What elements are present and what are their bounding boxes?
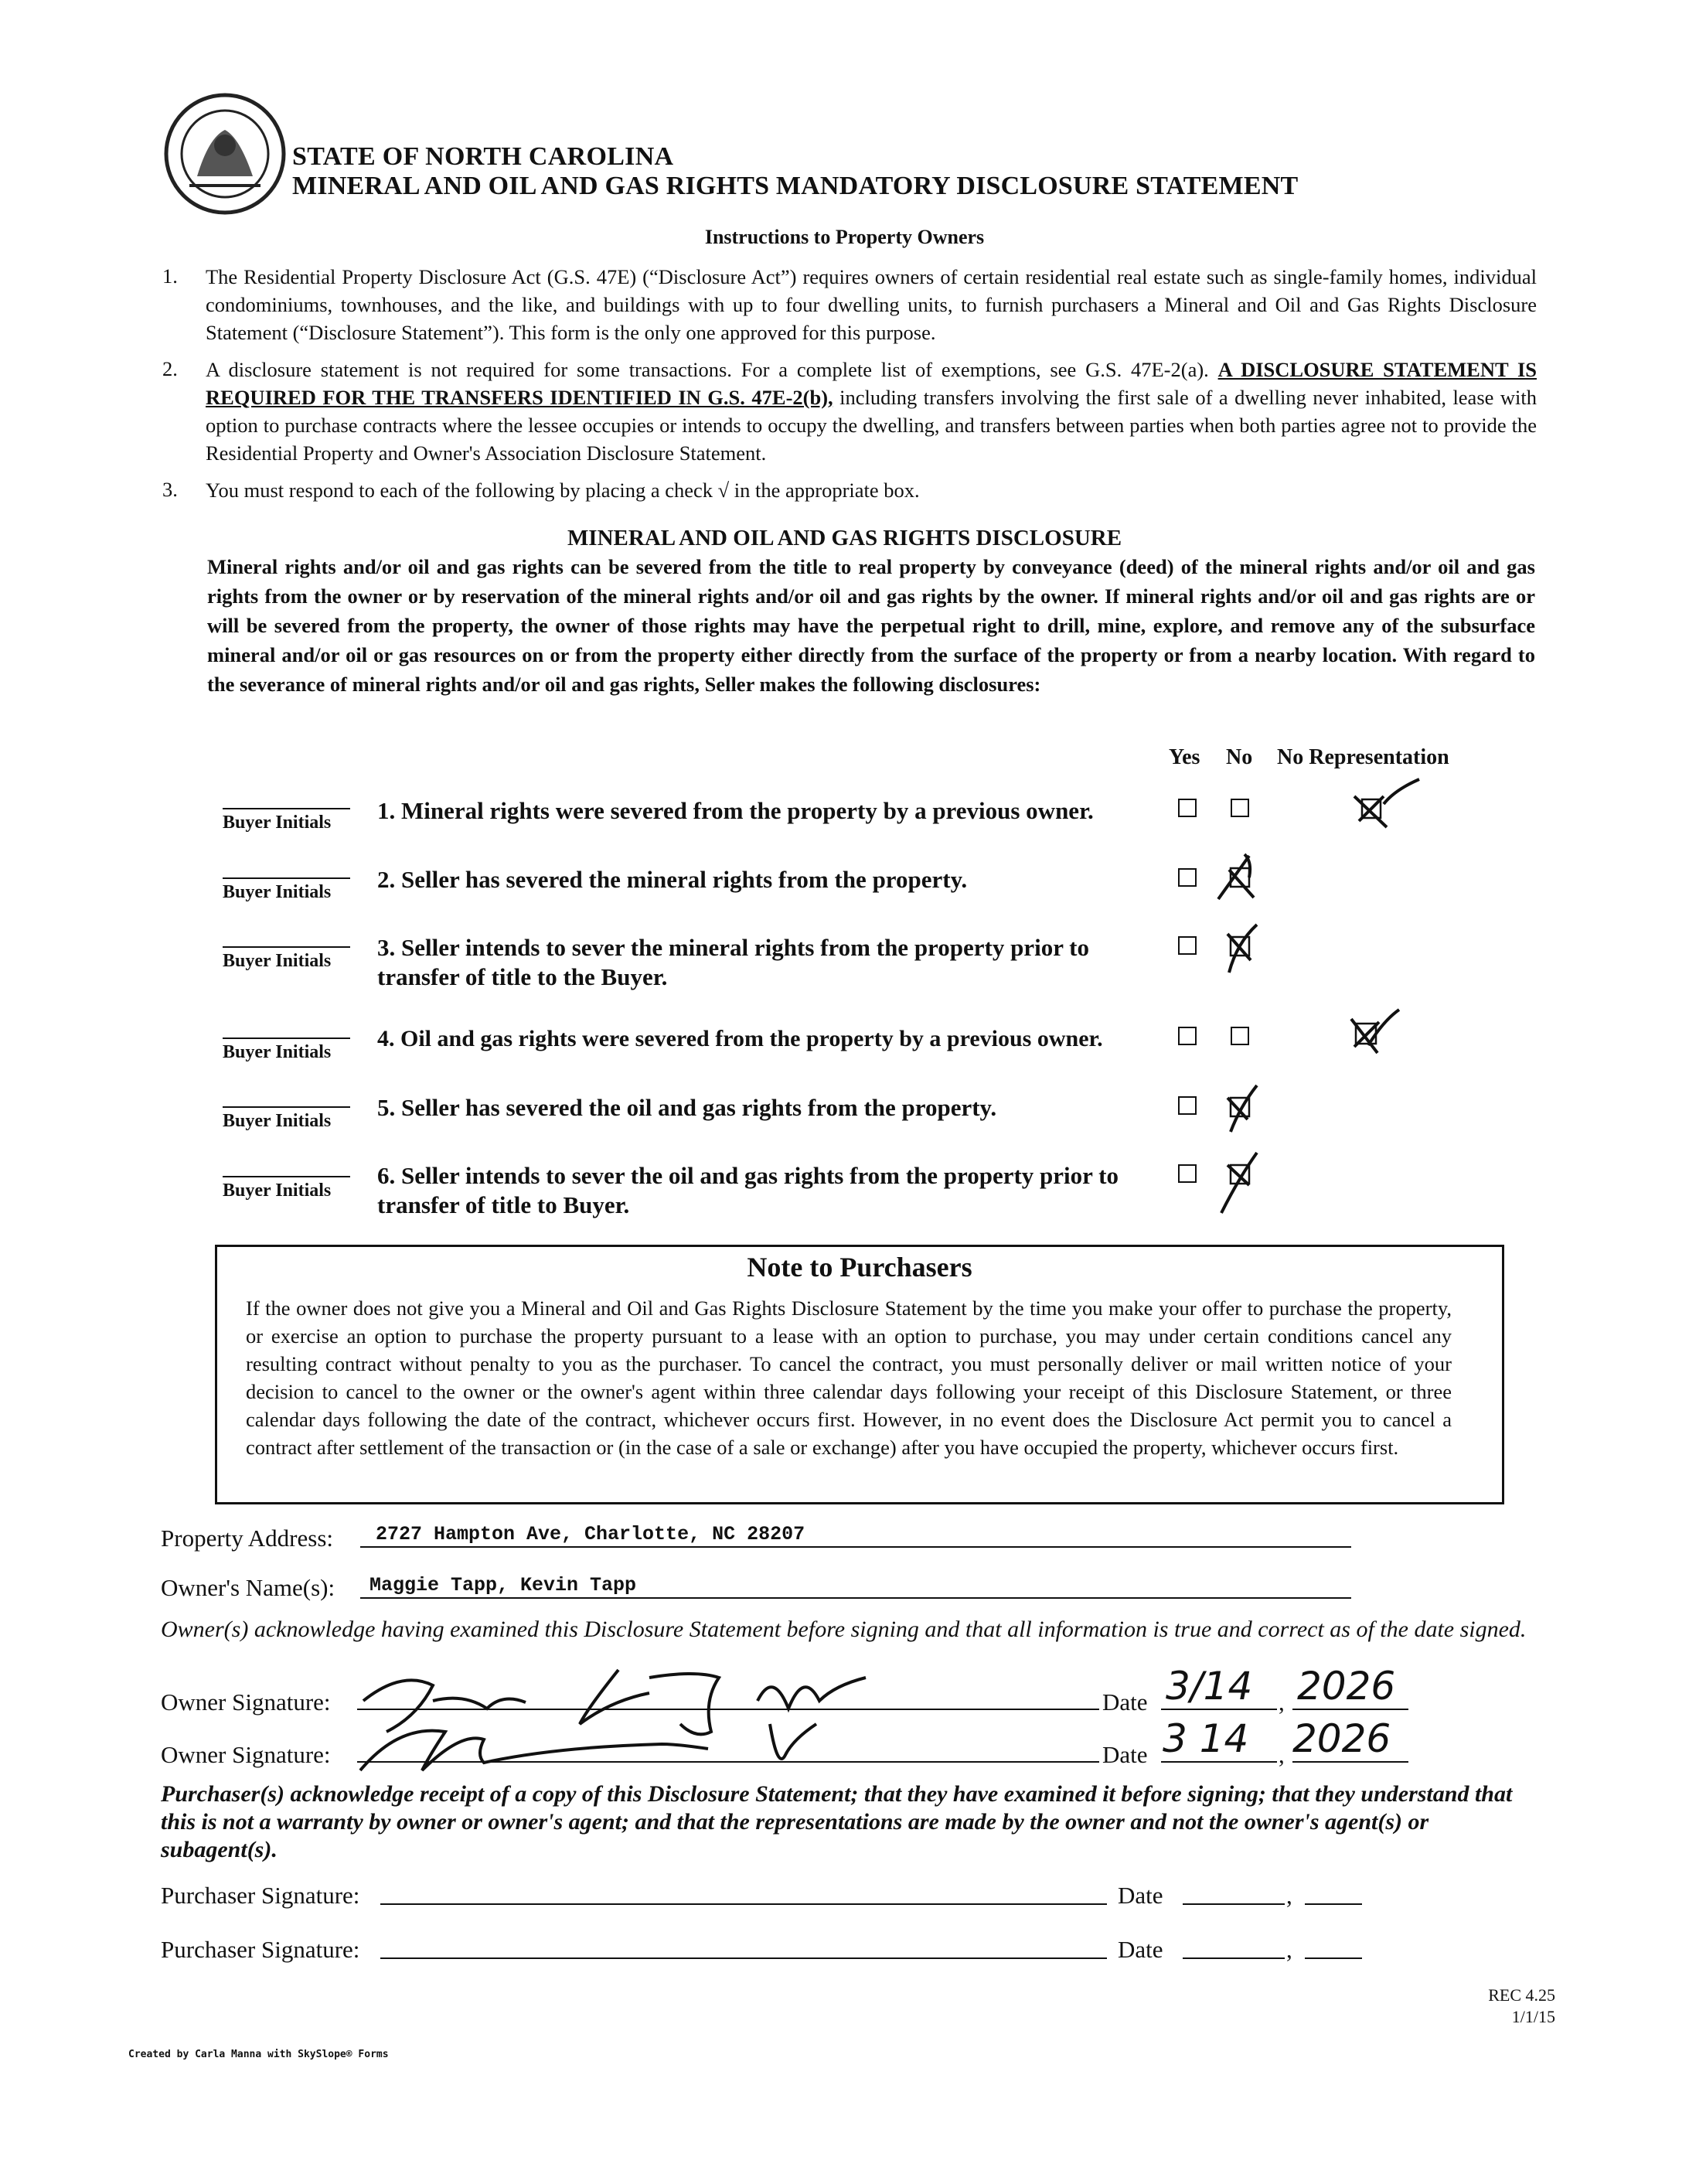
question-4: 4. Oil and gas rights were severed from the property by a previous owner. <box>377 1026 1103 1051</box>
purchaser-year-field-1[interactable] <box>1305 1879 1362 1905</box>
owner-year-value-1: 2026 <box>1297 1664 1396 1709</box>
property-address-field[interactable] <box>360 1523 1351 1548</box>
q3-no-checkbox[interactable] <box>1214 920 1268 978</box>
owner-year-field-1[interactable] <box>1292 1664 1408 1710</box>
q1-yes-checkbox[interactable] <box>1178 799 1197 817</box>
owner-date-field-2[interactable] <box>1161 1716 1277 1763</box>
purchaser-signature-field-2[interactable] <box>380 1933 1107 1959</box>
purchaser-signature-field-1[interactable] <box>380 1879 1107 1905</box>
q4-no-checkbox[interactable] <box>1231 1027 1249 1045</box>
owners-name-field[interactable] <box>360 1574 1351 1599</box>
question-6: 6. Seller intends to sever the oil and gas rights from the property prior to transfer of title to Buyer. <box>377 1162 1119 1218</box>
q4-yes-checkbox[interactable] <box>1178 1027 1197 1045</box>
question-2: 2. Seller has severed the mineral rights from the property. <box>377 866 968 893</box>
form-title: MINERAL AND OIL AND GAS RIGHTS MANDATORY DISCLOSURE STATEMENT <box>292 172 1299 200</box>
q2-no-checkbox[interactable] <box>1214 847 1268 905</box>
owners-name-value: Maggie Tapp, Kevin Tapp <box>369 1574 637 1596</box>
owner-date-comma-2: , <box>1279 1741 1285 1768</box>
purchaser-signature-label-2: Purchaser Signature: <box>161 1936 360 1963</box>
buyer-initials-2[interactable]: Buyer Initials <box>223 877 350 903</box>
disclosure-heading: MINERAL AND OIL AND GAS RIGHTS DISCLOSURE <box>567 526 1122 550</box>
owner-signature-2-handwriting <box>352 1709 894 1778</box>
instruction-number-2: 2. <box>162 357 178 380</box>
created-by-footer: Created by Carla Manna with SkySlope® Forms <box>128 2049 389 2060</box>
q1-no-representation-checkbox[interactable] <box>1348 773 1425 843</box>
property-address-value: 2727 Hampton Ave, Charlotte, NC 28207 <box>376 1523 805 1545</box>
q4-no-representation-checkbox[interactable] <box>1345 1005 1415 1067</box>
owner-date-value-1: 3/14 <box>1166 1664 1253 1709</box>
q3-yes-checkbox[interactable] <box>1178 936 1197 955</box>
owner-date-value-2: 3 14 <box>1163 1716 1249 1761</box>
owners-name-label: Owner's Name(s): <box>161 1574 335 1601</box>
buyer-initials-4[interactable]: Buyer Initials <box>223 1037 350 1063</box>
buyer-initials-1[interactable]: Buyer Initials <box>223 808 350 833</box>
owner-year-field-2[interactable] <box>1292 1716 1408 1763</box>
buyer-initials-6[interactable]: Buyer Initials <box>223 1176 350 1201</box>
question-5: 5. Seller has severed the oil and gas rights from the property. <box>377 1094 997 1121</box>
form-revision-date: 1/1/15 <box>1511 2007 1555 2026</box>
buyer-initials-5[interactable]: Buyer Initials <box>223 1106 350 1132</box>
purchaser-date-label-1: Date <box>1118 1882 1163 1909</box>
purchaser-signature-label-1: Purchaser Signature: <box>161 1882 360 1909</box>
nc-real-estate-commission-seal <box>162 91 288 216</box>
owner-date-label-1: Date <box>1102 1688 1148 1716</box>
question-1: 1. Mineral rights were severed from the property by a previous owner. <box>377 797 1094 824</box>
owner-signature-label-1: Owner Signature: <box>161 1688 331 1716</box>
owner-date-label-2: Date <box>1102 1741 1148 1768</box>
purchaser-date-label-2: Date <box>1118 1936 1163 1963</box>
purchaser-date-field-2[interactable] <box>1183 1933 1285 1959</box>
note-to-purchasers-text: If the owner does not give you a Mineral and Oil and Gas Rights Disclosure Statement by the time you make your offer to purchase the property, or exercise an option to purchase the property pursuant to a lease with an option to purchase, you may under certain conditions cancel any resulting contract without penalty to you as the purchaser. To cancel the contract, you must personally deliver or mail written notice of your decision to cancel to the owner or the owner's agent within three calendar days following your receipt of this Disclosure Statement, or three calendar days following the date of the contract, whichever occurs first. However, in no event does the Disclosure Act permit you to cancel a contract after settlement of the transaction or (in the case of a sale or exchange) after you have occupied the property, whichever occurs first. <box>246 1296 1452 1459</box>
q1-no-checkbox[interactable] <box>1231 799 1249 817</box>
purchaser-date-field-1[interactable] <box>1183 1879 1285 1905</box>
owner-year-value-2: 2026 <box>1292 1716 1391 1761</box>
purchaser-year-field-2[interactable] <box>1305 1933 1362 1959</box>
disclosure-paragraph: Mineral rights and/or oil and gas rights can be severed from the title to real property by conveyance (deed) of the mineral rights and/or oil and gas rights from the owner or by reservation of the mineral rights and/or oil and gas rights by the owner. If mineral rights and/or oil and gas rights are or will be severed from the property, the owner of those rights may have the perpetual right to drill, mine, explore, and remove any of the subsurface mineral and/or oil or gas resources on or from the property either directly from the surface of the property or from a nearby location. With regard to the severance of mineral rights and/or oil and gas rights, Seller makes the following disclosures: <box>207 555 1535 696</box>
owner-date-comma-1: , <box>1279 1688 1285 1716</box>
buyer-initials-3[interactable]: Buyer Initials <box>223 946 350 972</box>
question-3: 3. Seller intends to sever the mineral rights from the property prior to transfer of title to the Buyer. <box>377 934 1089 990</box>
column-yes: Yes <box>1169 745 1200 769</box>
note-to-purchasers-heading: Note to Purchasers <box>747 1252 972 1283</box>
q6-yes-checkbox[interactable] <box>1178 1164 1197 1183</box>
q6-no-checkbox[interactable] <box>1211 1148 1268 1218</box>
owner-date-field-1[interactable] <box>1161 1664 1277 1710</box>
q5-yes-checkbox[interactable] <box>1178 1096 1197 1115</box>
q2-yes-checkbox[interactable] <box>1178 868 1197 887</box>
column-no-representation: No Representation <box>1277 745 1449 769</box>
form-title-state: STATE OF NORTH CAROLINA <box>292 142 674 171</box>
instruction-number-1: 1. <box>162 264 178 288</box>
owner-signature-label-2: Owner Signature: <box>161 1741 331 1768</box>
purchaser-date-comma-1: , <box>1286 1882 1292 1909</box>
purchaser-acknowledgment: Purchaser(s) acknowledge receipt of a copy of this Disclosure Statement; that they have examined it before signing; that they understand that this is not a warranty by owner or owner's agent; and that the representations are made by the owner and not the owner's agent(s) or subagent(s). <box>161 1781 1513 1862</box>
instruction-2-required-notice: A DISCLOSURE STATEMENT IS REQUIRED FOR THE TRANSFERS IDENTIFIED IN G.S. 47E-2(b), <box>206 358 1537 409</box>
instruction-3-text: You must respond to each of the following by placing a check √ in the appropriate box. <box>206 479 920 502</box>
owner-acknowledgment: Owner(s) acknowledge having examined this Disclosure Statement before signing and that all information is true and correct as of the date signed. <box>161 1617 1527 1642</box>
instruction-1-text: The Residential Property Disclosure Act (G.S. 47E) (“Disclosure Act”) requires owners of certain residential real estate such as single-family homes, individual condominiums, townhouses, and the like, and buildings with up to four dwelling units, to furnish purchasers a Mineral and Oil and Gas Rights Disclosure Statement (“Disclosure Statement”). This form is the only one approved for this purpose. <box>206 265 1537 344</box>
property-address-label: Property Address: <box>161 1525 334 1552</box>
purchaser-date-comma-2: , <box>1286 1936 1292 1963</box>
column-no: No <box>1226 745 1253 769</box>
instruction-2-text <box>206 356 1537 467</box>
instruction-number-3: 3. <box>162 478 178 501</box>
q5-no-checkbox[interactable] <box>1214 1081 1268 1136</box>
instruction-2-part-b: including transfers involving the first sale of a dwelling never inhabited, lease with option to purchase contracts where the lessee occupies or intends to occupy the dwelling, and transfers between parties when both parties agree not to provide the Residential Property and Owner's Association Disclosure Statement. <box>206 386 1537 465</box>
instructions-heading: Instructions to Property Owners <box>704 226 985 248</box>
instruction-2-part-a: A disclosure statement is not required for some transactions. For a complete list of exemptions, see G.S. 47E-2(a). <box>206 358 1209 381</box>
form-number: REC 4.25 <box>1488 1985 1555 2005</box>
